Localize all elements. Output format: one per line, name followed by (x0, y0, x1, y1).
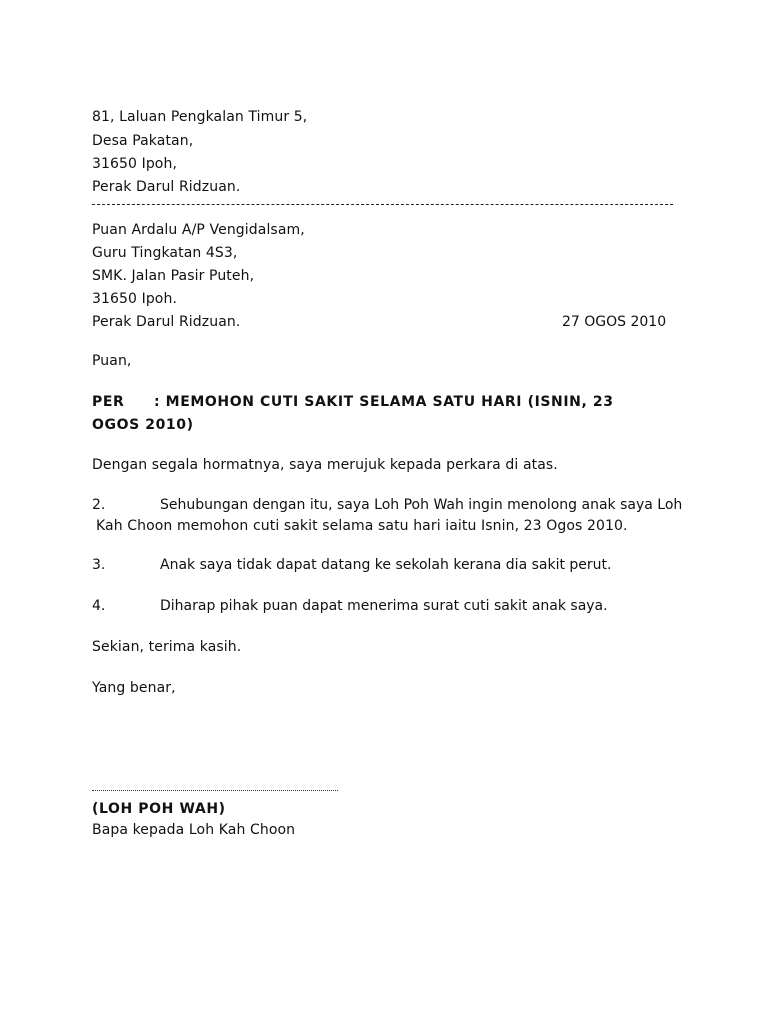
sender-address-line: Desa Pakatan, (92, 133, 194, 149)
paragraph-text: Diharap pihak puan dapat menerima surat cuti sakit anak saya. (160, 598, 608, 614)
signoff: Yang benar, (92, 680, 176, 696)
sender-address-line: Perak Darul Ridzuan. (92, 179, 241, 195)
sender-address-line: 81, Laluan Pengkalan Timur 5, (92, 109, 308, 125)
recipient-address-line: Perak Darul Ridzuan. (92, 314, 241, 330)
paragraph-number: 4. (92, 598, 106, 614)
signature-line (92, 790, 338, 791)
closing: Sekian, terima kasih. (92, 639, 242, 655)
recipient-address-line: 31650 Ipoh. (92, 291, 177, 307)
letter-date: 27 OGOS 2010 (562, 314, 667, 330)
recipient-address-line: Puan Ardalu A/P Vengidalsam, (92, 222, 305, 238)
sender-address-line: 31650 Ipoh, (92, 156, 177, 172)
opening-paragraph: Dengan segala hormatnya, saya merujuk kepada perkara di atas. (92, 457, 558, 473)
paragraph-text: Anak saya tidak dapat datang ke sekolah kerana dia sakit perut. (160, 557, 612, 573)
signatory-name: (LOH POH WAH) (92, 801, 226, 817)
paragraph-number: 3. (92, 557, 106, 573)
recipient-address-line: SMK. Jalan Pasir Puteh, (92, 268, 255, 284)
subject-line: OGOS 2010) (92, 417, 194, 433)
paragraph-number: 2. (92, 497, 106, 513)
subject-label: PER (92, 394, 125, 410)
recipient-address-line: Guru Tingkatan 4S3, (92, 245, 238, 261)
signatory-title: Bapa kepada Loh Kah Choon (92, 822, 296, 838)
address-divider (92, 204, 673, 205)
paragraph-text: Kah Choon memohon cuti sakit selama satu hari iaitu Isnin, 23 Ogos 2010. (96, 518, 628, 534)
salutation: Puan, (92, 353, 132, 369)
subject-line: : MEMOHON CUTI SAKIT SELAMA SATU HARI (ISNIN, 23 (154, 394, 614, 410)
paragraph-text: Sehubungan dengan itu, saya Loh Poh Wah ingin menolong anak saya Loh (160, 497, 683, 513)
